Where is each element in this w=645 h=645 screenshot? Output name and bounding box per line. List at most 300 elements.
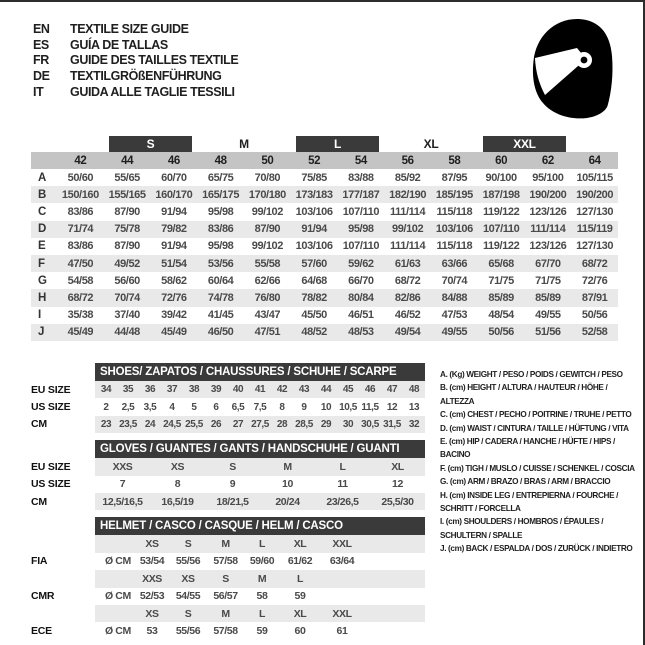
helmet-size-value: 61 bbox=[336, 624, 348, 637]
textile-size-table bbox=[31, 135, 618, 341]
row-letter: C bbox=[38, 205, 46, 218]
size-value: 72/76 bbox=[581, 274, 608, 287]
size-value: 25,5 bbox=[185, 418, 203, 430]
size-value: XL bbox=[391, 460, 404, 473]
sub-row bbox=[31, 398, 426, 415]
size-value: 119/122 bbox=[482, 240, 520, 253]
size-value: 2 bbox=[103, 401, 109, 413]
size-value: 50/56 bbox=[488, 326, 514, 339]
size-value: 61/63 bbox=[394, 257, 421, 270]
size-value: 49/54 bbox=[394, 326, 421, 339]
size-band-row bbox=[31, 135, 618, 152]
size-value: 12 bbox=[392, 478, 403, 491]
helmet-size-header: S bbox=[222, 572, 229, 585]
size-value: 6 bbox=[213, 401, 219, 413]
helmet-size-header: M bbox=[221, 607, 230, 620]
row-label: ECE bbox=[31, 624, 52, 637]
size-value: 29 bbox=[320, 418, 332, 430]
cell-band bbox=[95, 493, 425, 510]
numeric-size-header: 50 bbox=[261, 154, 274, 167]
size-value: 25,5/30 bbox=[381, 495, 414, 508]
size-value: 23,5 bbox=[119, 418, 137, 430]
language-code: ES bbox=[33, 37, 49, 52]
numeric-size-header: 42 bbox=[74, 154, 87, 167]
size-value: 16,5/19 bbox=[161, 495, 194, 508]
size-value: 87/90 bbox=[254, 223, 281, 236]
size-value: 119/122 bbox=[482, 205, 520, 218]
size-value: 78/82 bbox=[301, 291, 327, 304]
size-value: 45/50 bbox=[301, 309, 327, 322]
helmet-size-header: L bbox=[296, 572, 303, 585]
language-line bbox=[33, 53, 238, 69]
size-value: 91/94 bbox=[301, 223, 327, 236]
helmet-size-value: Ø CM bbox=[105, 624, 131, 637]
size-value: 51/56 bbox=[535, 326, 561, 339]
size-value: 85/89 bbox=[488, 291, 514, 304]
size-value: 48/52 bbox=[301, 326, 327, 339]
helmet-size-value: 54/55 bbox=[175, 590, 201, 603]
size-value: 47/51 bbox=[254, 326, 281, 339]
size-value: 46/50 bbox=[207, 326, 234, 339]
size-value: XS bbox=[170, 460, 185, 473]
size-value: 68/72 bbox=[394, 274, 421, 287]
language-code: EN bbox=[33, 21, 50, 36]
size-value: 32 bbox=[408, 418, 420, 430]
helmet-row bbox=[31, 570, 426, 587]
size-band-l: L bbox=[296, 136, 380, 152]
measurement-row-c bbox=[31, 203, 618, 220]
size-value: 83/88 bbox=[348, 171, 374, 184]
size-value: 24,5 bbox=[163, 418, 181, 430]
size-value: 47/53 bbox=[441, 309, 468, 322]
size-value: 95/98 bbox=[207, 240, 234, 253]
numeric-size-header: 64 bbox=[588, 154, 601, 167]
size-value: 67/70 bbox=[535, 257, 561, 270]
size-value: 23/26,5 bbox=[326, 495, 359, 508]
size-value: 53/56 bbox=[207, 257, 234, 270]
size-value: 84/88 bbox=[441, 291, 468, 304]
size-value: 45 bbox=[342, 384, 354, 396]
size-value: 87/90 bbox=[114, 240, 140, 253]
size-value: 99/102 bbox=[392, 223, 424, 236]
row-label: FIA bbox=[31, 555, 48, 568]
size-value: 27 bbox=[232, 418, 244, 430]
row-label: US SIZE bbox=[31, 401, 71, 414]
helmet-size-value: 63/64 bbox=[329, 555, 355, 568]
size-value: XXS bbox=[112, 460, 133, 473]
size-value: 10,5 bbox=[339, 401, 357, 413]
size-value: 95/98 bbox=[348, 223, 374, 236]
size-value: 64/68 bbox=[301, 274, 327, 287]
size-band-xxl: XXL bbox=[483, 136, 567, 152]
size-value: 50/60 bbox=[67, 171, 94, 184]
size-value: 111/114 bbox=[390, 240, 426, 253]
size-value: 11 bbox=[337, 478, 348, 491]
size-value: 55/65 bbox=[114, 171, 140, 184]
size-value: 107/110 bbox=[342, 240, 380, 253]
size-value: 48/53 bbox=[348, 326, 374, 339]
row-label: EU SIZE bbox=[31, 460, 71, 473]
size-value: 79/82 bbox=[161, 223, 187, 236]
size-value: 13 bbox=[408, 401, 420, 413]
language-line bbox=[33, 21, 238, 37]
legend-line: F. (cm) TIGH / MUSLO / CUISSE / SCHENKEL / COSCIA bbox=[440, 463, 635, 473]
size-value: 28 bbox=[276, 418, 288, 430]
size-value: 48 bbox=[408, 384, 420, 396]
size-value: 52/58 bbox=[581, 326, 608, 339]
helmet-size-header: M bbox=[221, 538, 230, 551]
size-value: 72/76 bbox=[161, 291, 187, 304]
size-value: 46/52 bbox=[394, 309, 421, 322]
size-value: 30,5 bbox=[361, 418, 379, 430]
size-value: 83/86 bbox=[67, 240, 94, 253]
language-line bbox=[33, 37, 238, 53]
sub-row bbox=[31, 416, 426, 433]
size-value: 44/48 bbox=[114, 326, 140, 339]
helmet-size-header: XS bbox=[181, 572, 195, 585]
size-value: 7,5 bbox=[253, 401, 267, 413]
cell-band bbox=[95, 381, 425, 398]
measurement-row-f bbox=[31, 255, 618, 272]
helmet-icon-svg bbox=[527, 16, 619, 122]
size-value: 83/86 bbox=[67, 205, 94, 218]
size-value: 70/74 bbox=[441, 274, 468, 287]
size-value: 6,5 bbox=[231, 401, 245, 413]
size-value: 123/126 bbox=[529, 240, 567, 253]
sub-row bbox=[31, 381, 426, 398]
table-title: SHOES/ ZAPATOS / CHAUSSURES / SCHUHE / SCARPE bbox=[95, 363, 425, 381]
cell-band bbox=[95, 416, 425, 433]
size-value: 10 bbox=[320, 401, 332, 413]
size-value: 60/70 bbox=[161, 171, 187, 184]
size-value: 165/175 bbox=[202, 188, 240, 201]
size-value: 91/94 bbox=[161, 240, 187, 253]
helmet-size-value: 53/54 bbox=[139, 555, 165, 568]
helmet-size-value: 53 bbox=[146, 624, 158, 637]
size-value: 47/50 bbox=[67, 257, 94, 270]
table-title: HELMET / CASCO / CASQUE / HELM / CASCO bbox=[95, 517, 425, 535]
helmet-size-value: 61/62 bbox=[287, 555, 313, 568]
cell-band bbox=[95, 476, 425, 493]
size-value: S bbox=[229, 460, 236, 473]
size-value: 76/80 bbox=[254, 291, 281, 304]
size-value: 85/92 bbox=[394, 171, 421, 184]
helmet-size-value: Ø CM bbox=[105, 590, 131, 603]
helmet-row bbox=[31, 553, 426, 570]
helmet-row bbox=[31, 535, 426, 552]
size-value: 44 bbox=[320, 384, 332, 396]
size-value: 68/72 bbox=[67, 291, 94, 304]
helmet-size-value: 57/58 bbox=[213, 555, 238, 568]
size-value: 7 bbox=[119, 478, 126, 491]
legend-line: I. (cm) SHOULDERS / HOMBROS / ÉPAULES / SCHULTERN / SPALLE bbox=[440, 517, 604, 540]
numeric-size-header: 44 bbox=[121, 154, 134, 167]
size-value: 20/24 bbox=[275, 495, 300, 508]
size-value: 36 bbox=[144, 384, 156, 396]
size-value: 71/75 bbox=[535, 274, 561, 287]
helmet-size-header: XS bbox=[145, 538, 159, 551]
size-value: 90/100 bbox=[485, 171, 517, 184]
helmet-size-value: 59 bbox=[294, 590, 306, 603]
size-band-xl: XL bbox=[423, 136, 439, 151]
size-value: 59/62 bbox=[348, 257, 374, 270]
size-value: 48/54 bbox=[488, 309, 514, 322]
helmet-size-value: 59 bbox=[256, 624, 268, 637]
size-value: 190/200 bbox=[576, 188, 614, 201]
size-value: 80/84 bbox=[348, 291, 374, 304]
helmet-size-header: M bbox=[257, 572, 267, 585]
cell-band bbox=[95, 458, 425, 475]
size-value: 55/58 bbox=[254, 257, 281, 270]
language-code: DE bbox=[33, 69, 50, 84]
cell-band bbox=[95, 535, 425, 552]
size-value: 45/49 bbox=[67, 326, 94, 339]
size-value: 103/106 bbox=[435, 223, 473, 236]
size-value: 63/66 bbox=[441, 257, 468, 270]
language-code: IT bbox=[33, 85, 44, 100]
size-value: 62/66 bbox=[254, 274, 281, 287]
size-value: 2,5 bbox=[121, 401, 135, 413]
size-value: 87/91 bbox=[581, 291, 608, 304]
size-value: 70/80 bbox=[254, 171, 281, 184]
size-value: 51/54 bbox=[161, 257, 187, 270]
size-value: 35 bbox=[122, 384, 134, 396]
size-value: 115/118 bbox=[436, 205, 473, 218]
size-value: 11,5 bbox=[361, 401, 379, 413]
size-value: 28,5 bbox=[295, 418, 313, 430]
size-value: 49/55 bbox=[441, 326, 468, 339]
size-value: 18/21,5 bbox=[216, 495, 249, 508]
helmet-icon bbox=[527, 16, 619, 122]
row-letter: D bbox=[38, 223, 46, 236]
size-value: 60/64 bbox=[207, 274, 234, 287]
size-value: 83/86 bbox=[207, 223, 234, 236]
row-letter: J bbox=[38, 326, 44, 339]
size-value: 71/74 bbox=[67, 223, 94, 236]
row-letter: I bbox=[38, 309, 41, 322]
size-value: 107/110 bbox=[342, 205, 380, 218]
row-letter: E bbox=[38, 240, 46, 253]
cell-band bbox=[95, 605, 425, 622]
size-value: 70/74 bbox=[114, 291, 140, 304]
language-title: TEXTILE SIZE GUIDE bbox=[70, 21, 189, 36]
size-value: 39 bbox=[210, 384, 222, 396]
size-value: 8 bbox=[279, 401, 285, 413]
size-value: 9 bbox=[229, 478, 236, 491]
helmet-row bbox=[31, 622, 426, 639]
helmet-size-header: XL bbox=[293, 538, 307, 551]
size-value: 43 bbox=[298, 384, 310, 396]
size-value: 35/38 bbox=[67, 309, 94, 322]
numeric-size-header: 46 bbox=[167, 154, 180, 167]
measurement-row-h bbox=[31, 289, 618, 306]
measurement-row-g bbox=[31, 272, 618, 289]
accessory-tables bbox=[31, 363, 426, 645]
legend-line: G. (cm) ARM / BRAZO / BRAS / ARM / BRACCIO bbox=[440, 477, 611, 487]
measurement-row-b bbox=[31, 186, 618, 203]
row-label: CM bbox=[31, 495, 47, 508]
language-code: FR bbox=[33, 53, 49, 68]
measurement-row-j bbox=[31, 324, 618, 341]
cell-band bbox=[95, 570, 425, 587]
size-value: 182/190 bbox=[389, 188, 427, 201]
table-title: GLOVES / GUANTES / GANTS / HANDSCHUHE / GUANTI bbox=[95, 440, 425, 458]
row-letter: B bbox=[38, 188, 46, 201]
size-value: 155/165 bbox=[108, 188, 146, 201]
legend-line: J. (cm) BACK / ESPALDA / DOS / ZURÜCK / INDIETRO bbox=[440, 544, 633, 554]
language-title-list bbox=[33, 21, 238, 100]
size-value: 111/114 bbox=[390, 205, 426, 218]
legend-line: D. (cm) WAIST / CINTURA / TAILLE / HÜFTUNG / VITA bbox=[440, 423, 629, 433]
size-value: 49/52 bbox=[114, 257, 140, 270]
helmet-size-header: XXS bbox=[142, 572, 162, 585]
size-value: 71/75 bbox=[488, 274, 514, 287]
size-value: 127/130 bbox=[576, 240, 614, 253]
size-value: 91/94 bbox=[161, 205, 187, 218]
size-value: 75/78 bbox=[114, 223, 140, 236]
size-value: 9 bbox=[301, 401, 307, 413]
numeric-size-header: 62 bbox=[541, 154, 554, 167]
measurement-row-a bbox=[31, 169, 618, 186]
size-value: 23 bbox=[100, 418, 112, 430]
row-label bbox=[31, 570, 95, 587]
size-value: 37/40 bbox=[114, 309, 140, 322]
size-value: 54/58 bbox=[67, 274, 94, 287]
helmet-size-header: XS bbox=[145, 607, 159, 620]
sub-row bbox=[31, 493, 426, 510]
size-value: 187/198 bbox=[482, 188, 520, 201]
row-letter: H bbox=[38, 291, 46, 304]
size-value: 95/100 bbox=[532, 171, 564, 184]
size-value: 47 bbox=[386, 384, 398, 396]
shoes-table bbox=[31, 363, 426, 433]
size-value: 39/42 bbox=[161, 309, 187, 322]
legend-line: C. (cm) CHEST / PECHO / POITRINE / TRUHE / PETTO bbox=[440, 410, 632, 420]
size-value: 41 bbox=[254, 384, 266, 396]
size-value: 24 bbox=[144, 418, 156, 430]
row-letter: F bbox=[38, 257, 45, 270]
legend-line: B. (cm) HEIGHT / ALTURA / HAUTEUR / HÖHE / ALTEZZA bbox=[440, 383, 608, 406]
size-value: 27,5 bbox=[251, 418, 269, 430]
size-value: 115/118 bbox=[436, 240, 473, 253]
size-value: 123/126 bbox=[529, 205, 567, 218]
helmet-size-value: 59/60 bbox=[249, 555, 275, 568]
helmet-size-value: Ø CM bbox=[105, 555, 131, 568]
size-value: 12 bbox=[386, 401, 398, 413]
measurement-row-e bbox=[31, 238, 618, 255]
numeric-size-row bbox=[31, 152, 618, 169]
size-value: 43/47 bbox=[254, 309, 281, 322]
helmet-size-value: 58 bbox=[256, 590, 268, 603]
row-letter: G bbox=[38, 274, 47, 287]
size-band-m: M bbox=[239, 136, 249, 151]
helmet-size-header: XXL bbox=[332, 538, 352, 551]
helmet-size-header: XXL bbox=[332, 607, 352, 620]
size-value: 46 bbox=[364, 384, 376, 396]
legend-line: A. (Kg) WEIGHT / PESO / POIDS / GEWITCH / PESO bbox=[440, 370, 623, 379]
size-value: L bbox=[339, 460, 346, 473]
size-band-spacer bbox=[31, 136, 57, 152]
row-label: US SIZE bbox=[31, 478, 71, 491]
numeric-size-header: 54 bbox=[354, 154, 367, 167]
size-value: 65/68 bbox=[488, 257, 514, 270]
size-value: 31,5 bbox=[383, 418, 401, 430]
helmet-row bbox=[31, 605, 426, 622]
numeric-size-header: 56 bbox=[401, 154, 414, 167]
row-label: CMR bbox=[31, 590, 55, 603]
size-value: 82/86 bbox=[394, 291, 421, 304]
size-value: 41/45 bbox=[207, 309, 234, 322]
numeric-size-header: 60 bbox=[495, 154, 508, 167]
helmet-size-header: XL bbox=[293, 607, 307, 620]
numeric-size-header: 58 bbox=[448, 154, 461, 167]
size-value: 185/195 bbox=[435, 188, 473, 201]
size-value: 74/78 bbox=[207, 291, 234, 304]
size-value: 75/85 bbox=[301, 171, 327, 184]
size-value: 95/98 bbox=[207, 205, 234, 218]
size-value: 49/55 bbox=[535, 309, 561, 322]
language-title: GUIDA ALLE TAGLIE TESSILI bbox=[70, 85, 235, 100]
size-value: 37 bbox=[166, 384, 178, 396]
size-value: 103/106 bbox=[295, 240, 333, 253]
helmet-row bbox=[31, 588, 426, 605]
helmet-size-value: 55/56 bbox=[175, 624, 201, 637]
helmet-size-header: S bbox=[184, 538, 192, 551]
size-value: 65/75 bbox=[207, 171, 234, 184]
cell-band bbox=[95, 398, 425, 415]
size-value: 87/90 bbox=[114, 205, 140, 218]
numeric-size-header: 48 bbox=[214, 154, 227, 167]
size-band-s: S bbox=[109, 136, 193, 152]
helmet-size-value: 52/53 bbox=[139, 590, 165, 603]
size-value: 10 bbox=[282, 478, 293, 491]
size-value: 3,5 bbox=[143, 401, 157, 413]
size-value: 66/70 bbox=[348, 274, 374, 287]
size-value: 103/106 bbox=[295, 205, 333, 218]
size-value: 127/130 bbox=[576, 205, 614, 218]
size-value: 85/89 bbox=[535, 291, 561, 304]
size-value: 99/102 bbox=[251, 205, 283, 218]
size-value: 34 bbox=[100, 384, 112, 396]
size-value: 115/119 bbox=[576, 223, 613, 236]
size-value: 105/115 bbox=[576, 171, 613, 184]
helmet-size-value: 56/57 bbox=[213, 590, 238, 603]
size-value: 111/114 bbox=[530, 223, 566, 236]
measurement-legend bbox=[440, 368, 640, 556]
size-value: 30 bbox=[342, 418, 354, 430]
helmet-size-header: L bbox=[258, 607, 265, 620]
cell-band bbox=[95, 588, 425, 605]
size-value: 12,5/16,5 bbox=[102, 495, 143, 508]
size-value: 87/95 bbox=[441, 171, 468, 184]
size-value: 68/72 bbox=[581, 257, 608, 270]
size-value: 107/110 bbox=[482, 223, 520, 236]
helmet-size-value: 57/58 bbox=[213, 624, 238, 637]
size-value: M bbox=[283, 460, 292, 473]
helmet-size-header: L bbox=[258, 538, 265, 551]
size-value: 4 bbox=[169, 401, 175, 413]
measurement-row-d bbox=[31, 221, 618, 238]
language-title: GUIDE DES TAILLES TEXTILE bbox=[70, 53, 239, 68]
language-title: GUÍA DE TALLAS bbox=[70, 37, 168, 52]
row-label bbox=[31, 605, 95, 622]
helmet-size-value: 55/56 bbox=[175, 555, 201, 568]
numeric-size-header: 52 bbox=[308, 154, 321, 167]
size-value: 57/60 bbox=[301, 257, 327, 270]
sub-row bbox=[31, 458, 426, 475]
cell-band bbox=[95, 553, 425, 570]
size-value: 170/180 bbox=[248, 188, 286, 201]
